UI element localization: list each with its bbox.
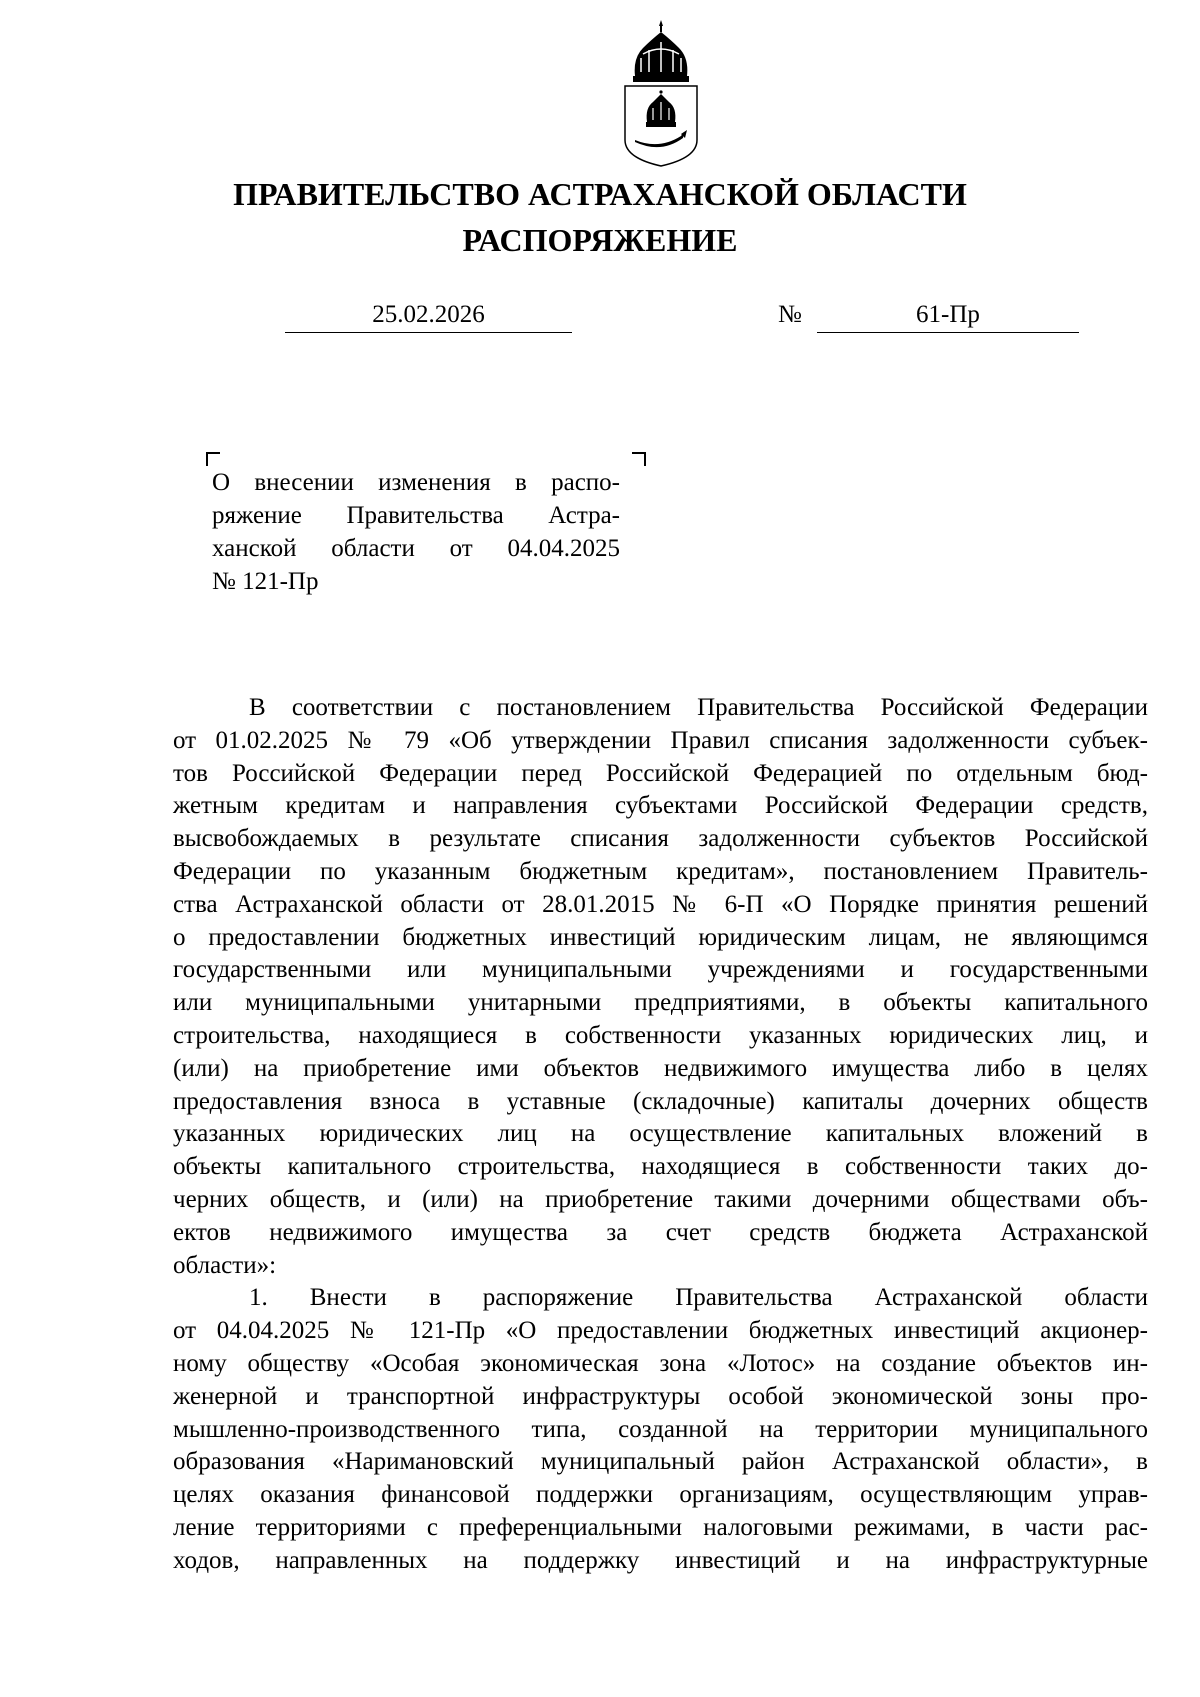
body-line: тов Российской Федерации перед Российской Федерацией по отдельным бюд- bbox=[173, 759, 1148, 787]
subject-line: ханской области от 04.04.2025 bbox=[212, 535, 620, 562]
body-line: предоставления взноса в уставные (складочные) капиталы дочерних обществ bbox=[173, 1087, 1148, 1115]
organization-title: ПРАВИТЕЛЬСТВО АСТРАХАНСКОЙ ОБЛАСТИ bbox=[233, 176, 967, 212]
document-date: 25.02.2026 bbox=[285, 298, 572, 333]
document-body bbox=[173, 692, 1148, 1578]
body-line: образования «Наримановский муниципальный район Астраханской области», в bbox=[173, 1448, 1148, 1476]
subject-bracket-right-icon bbox=[632, 452, 646, 466]
body-line: целях оказания финансовой поддержки организациям, осуществляющим управ- bbox=[173, 1481, 1148, 1509]
document-type: РАСПОРЯЖЕНИЕ bbox=[462, 222, 738, 258]
subject-line: О внесении изменения в распо- bbox=[212, 469, 620, 496]
body-line: от 01.02.2025 № 79 «Об утверждении Правил списания задолженности субъек- bbox=[173, 726, 1148, 754]
body-line: В соответствии с постановлением Правительства Российской Федерации bbox=[249, 694, 1148, 721]
body-line: женерной и транспортной инфраструктуры особой экономической зоны про- bbox=[173, 1382, 1148, 1410]
body-line: 1. Внести в распоряжение Правительства Астраханской области bbox=[249, 1284, 1148, 1312]
body-line: строительства, находящиеся в собственности указанных юридических лиц, и bbox=[173, 1021, 1148, 1049]
body-line: (или) на приобретение ими объектов недвижимого имущества либо в целях bbox=[173, 1054, 1148, 1082]
body-line: ление территориями с преференциальными налоговыми режимами, в части рас- bbox=[173, 1513, 1148, 1541]
body-line: или муниципальными унитарными предприятиями, в объекты капитального bbox=[173, 989, 1148, 1017]
body-line: мышленно-производственного типа, созданной на территории муниципального bbox=[173, 1415, 1148, 1443]
body-line: высвобождаемых в результате списания задолженности субъектов Российской bbox=[173, 825, 1148, 853]
subject-bracket-left-icon bbox=[206, 452, 220, 466]
body-line: указанных юридических лиц на осуществление капитальных вложений в bbox=[173, 1120, 1148, 1148]
body-line: Федерации по указанным бюджетным кредитам», постановлением Правитель- bbox=[173, 857, 1148, 885]
coat-of-arms-icon bbox=[621, 18, 701, 168]
body-line: области»: bbox=[173, 1251, 277, 1279]
body-line: о предоставлении бюджетных инвестиций юридическим лицам, не являющимся bbox=[173, 923, 1148, 951]
body-line: ходов, направленных на поддержку инвестиций и на инфраструктурные bbox=[173, 1546, 1148, 1574]
number-sign: № bbox=[778, 301, 802, 328]
body-line: ному обществу «Особая экономическая зона «Лотос» на создание объектов ин- bbox=[173, 1349, 1148, 1377]
body-line: ектов недвижимого имущества за счет средств бюджета Астраханской bbox=[173, 1218, 1148, 1246]
subject-line: ряжение Правительства Астра- bbox=[212, 502, 620, 529]
subject-line: № 121-Пр bbox=[212, 568, 319, 595]
document-subject bbox=[212, 466, 620, 598]
body-line: государственными или муниципальными учреждениями и государственными bbox=[173, 956, 1148, 984]
body-line: ства Астраханской области от 28.01.2015 № 6-П «О Порядке принятия решений bbox=[173, 890, 1148, 918]
body-line: жетным кредитам и направления субъектами Российской Федерации средств, bbox=[173, 792, 1148, 820]
document-number: 61-Пр bbox=[817, 298, 1079, 333]
body-line: от 04.04.2025 № 121-Пр «О предоставлении бюджетных инвестиций акционер- bbox=[173, 1317, 1148, 1345]
body-line: объекты капитального строительства, находящиеся в собственности таких до- bbox=[173, 1153, 1148, 1181]
body-line: черних обществ, и (или) на приобретение такими дочерними обществами объ- bbox=[173, 1185, 1148, 1213]
